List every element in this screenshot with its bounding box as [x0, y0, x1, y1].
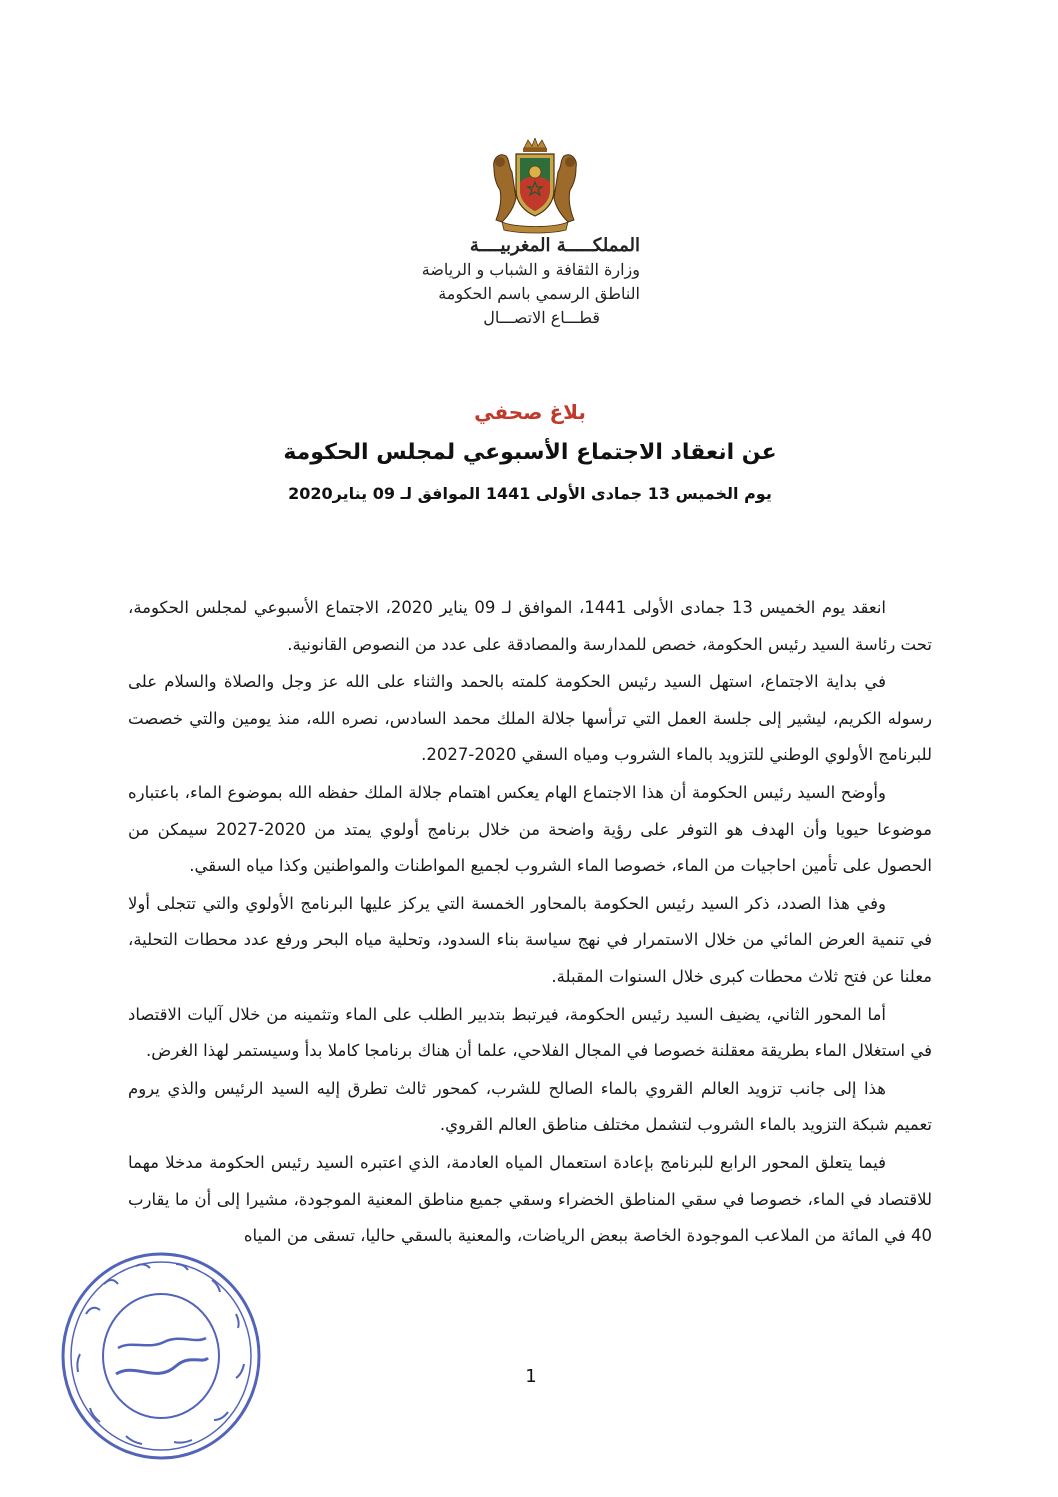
ministry-header [380, 234, 640, 330]
paragraph: انعقد يوم الخميس 13 جمادى الأولى 1441، الموافق لـ 09 يناير 2020، الاجتماع الأسبوعي لمجلس الحكومة، تحت رئاسة السيد رئيس الحكومة، خصص للمدارسة والمصادقة على عدد من النصوص القانونية. [128, 598, 932, 654]
page-number: 1 [525, 1366, 537, 1387]
paragraph: وفي هذا الصدد، ذكر السيد رئيس الحكومة بالمحاور الخمسة التي يركز عليها البرنامج الأولوي والتي تتجلى أولا في تنمية العرض المائي من خلال الاستمرار في نهج سياسة بناء السدود، وتحلية مياه البحر ورفع عدد محطات التحلية، معلنا عن فتح ثلاث محطات كبرى خلال السنوات المقبلة. [128, 893, 932, 986]
paragraph: هذا إلى جانب تزويد العالم القروي بالماء الصالح للشرب، كمحور ثالث تطرق إليه السيد الرئيس والذي يروم تعميم شبكة التزويد بالماء الشروب لتشمل مختلف مناطق العالم القروي. [128, 1078, 932, 1135]
royal-emblem-icon [486, 138, 584, 234]
official-stamp-icon [56, 1244, 266, 1464]
ministry-name: وزارة الثقافة و الشباب و الرياضة [421, 260, 640, 279]
title-block [120, 398, 940, 508]
sector-name: قطـــاع الاتصـــال [483, 308, 600, 327]
paragraph: فيما يتعلق المحور الرابع للبرنامج بإعادة استعمال المياه العادمة، الذي اعتبره السيد رئيس الحكومة مدخلا مهما للاقتصاد في الماء، خصوصا في سقي المناطق الخضراء وسقي جميع مناطق المعنية الموجودة، مشيرا إلى أن ما يقارب 40 في المائة من الملاعب الموجودة الخاصة ببعض الرياضات، والمعنية بالسقي حاليا، تسقى من المياه [128, 1152, 932, 1246]
paragraph: وأوضح السيد رئيس الحكومة أن هذا الاجتماع الهام يعكس اهتمام جلالة الملك حفظه الله بموضوع الماء، باعتباره موضوعا حيويا وأن الهدف هو التوفر على رؤية واضحة من خلال برنامج أولوي يمتد من 2020-2027 سيمكن من الحصول على تأمين احاجيات من الماء، خصوصا الماء الشروب لجميع المواطنات والمواطنين وكذا مياه السقي. [128, 782, 933, 876]
body-text [128, 590, 932, 1256]
paragraph: في بداية الاجتماع، استهل السيد رئيس الحكومة كلمته بالحمد والثناء على الله عز وجل والصلاة والسلام على رسوله الكريم، ليشير إلى جلسة العمل التي ترأسها جلالة الملك محمد السادس، نصره الله، منذ يومين والتي خصصت للبرنامج الأولوي الوطني للتزويد بالماء الشروب ومياه السقي 2020-2027. [128, 672, 932, 765]
kingdom-name: المملكـــــة المغربيــــة [469, 235, 640, 256]
paragraph: أما المحور الثاني، يضيف السيد رئيس الحكومة، فيرتبط بتدبير الطلب على الماء وتثمينه من خلال آليات الاقتصاد في استغلال الماء بطريقة معقلنة خصوصا في المجال الفلاحي، علما أن هناك برنامجا كاملا بدأ وسيستمر لهذا الغرض. [128, 1004, 932, 1061]
press-release-subject: عن انعقاد الاجتماع الأسبوعي لمجلس الحكومة [283, 440, 777, 465]
press-release-label: بلاغ صحفي [474, 400, 586, 424]
spokesperson-title: الناطق الرسمي باسم الحكومة [438, 284, 640, 303]
press-release-date: يوم الخميس 13 جمادى الأولى 1441 الموافق لـ 09 يناير2020 [288, 484, 772, 503]
